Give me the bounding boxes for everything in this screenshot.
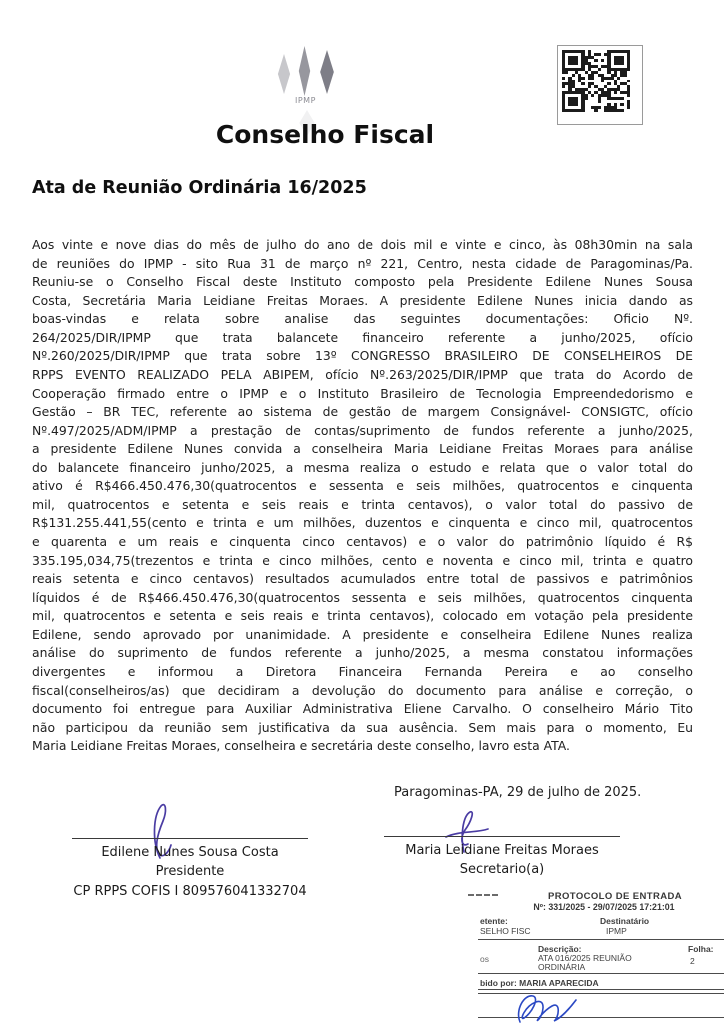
stamp-bottom-rule — [478, 1017, 724, 1018]
place-date-line: Paragominas-PA, 29 de julho de 2025. — [394, 785, 642, 800]
stamp-double-rule — [478, 989, 724, 994]
body-line: 335.195,034,75(trezentos e trinta e cinco milhões, cento e noventa e cinco mil, trinta e quatro — [32, 552, 693, 568]
president-role: Presidente — [155, 864, 225, 879]
body-line: Maria Leidiane Freitas Moraes, conselheira e secretária deste conselho, lavro esta ATA. — [32, 738, 570, 754]
body-line: e quarenta e um reais e cinquenta cinco centavos) e o valor do patrimônio líquido é R$ — [32, 534, 693, 549]
stamp-divider — [478, 973, 724, 974]
stamp-description-value: ORDINÁRIA — [538, 962, 586, 972]
body-line: Nº.260/2025/DIR/IPMP que trata sobre 13º CONGRESSO BRASILEIRO DE CONSELHEIROS DE — [32, 348, 693, 364]
body-line: não participou da reunião sem justificativa da sua ausência. Sem mais para o momento, Eu — [32, 719, 693, 735]
body-line: mil, quatrocentos e setenta e seis reais e trinta centavos), colocado em votação pela presidente — [32, 608, 693, 624]
body-line: Cooperação firmado entre o IPMP e o Instituto Brasileiro de Tecnologia Empreendedorismo e — [32, 385, 693, 401]
body-line: ativo é R$466.450.476,30(quatrocentos e sessenta e seis milhões, quatrocentos e cinquenta — [32, 478, 693, 494]
president-registration: CP RPPS COFIS I 809576041332704 — [73, 884, 307, 899]
body-line: Nº.497/2025/ADM/IPMP a prestação de contas/suprimento de fundos referente a junho/2025, — [32, 422, 693, 438]
body-line: Edilene, sendo aprovado por unanimidade. A presidente e conselheira Edilene Nunes realiza — [32, 626, 693, 642]
signature-block-president — [60, 838, 320, 899]
logo-caption: IPMP — [295, 96, 316, 105]
logo-leaf-icon — [318, 50, 336, 94]
stamp-left-fragment: os — [480, 954, 489, 964]
president-name: Edilene Nunes Sousa Costa — [101, 845, 279, 860]
body-line: Gestão – BR TEC, referente ao sistema de gestão de margem Consignável- CONSIGTC, ofício — [32, 404, 693, 420]
body-line: Aos vinte e nove dias do mês de julho do ano de dois mil e vinte e cinco, às 08h30min na sala — [32, 237, 693, 252]
body-line: Costa, Secretária Maria Leidiane Freitas Moraes. A presidente Edilene Nunes inicia dando as — [32, 292, 693, 308]
body-line: 264/2025/DIR/IPMP que trata balancete financeiro referente a junho/2025, ofício — [32, 329, 693, 345]
body-line: RPPS EVENTO REALIZADO PELA ABIPEM, ofício Nº.263/2025/DIR/IPMP que trata do Acordo de — [32, 366, 693, 382]
signature-line — [72, 838, 308, 839]
signature-block-secretary — [372, 836, 632, 877]
logo-leaf-icon — [297, 46, 312, 96]
body-line: análise do suprimento de fundos referente a junho/2025, a mesma constatou informações — [32, 645, 693, 661]
secretary-name: Maria Leidiane Freitas Moraes — [405, 843, 599, 858]
logo-leaf-icon — [276, 54, 292, 94]
qr-code — [557, 45, 643, 125]
stamp-divider — [478, 939, 724, 940]
page-title: Conselho Fiscal — [215, 120, 435, 149]
body-line: documento foi entregue para Auxiliar Administrativa Eliene Carvalho. O conselheiro Mário Tito — [32, 701, 693, 717]
body-line: reais setenta e cinco centavos) resultados acumulados entre total de passivos e patrimônios — [32, 571, 693, 587]
protocol-stamp — [478, 888, 724, 1024]
stamp-sender-label: etente: — [480, 916, 508, 926]
stamp-recipient-label: Destinatário — [600, 916, 650, 926]
stamp-title: PROTOCOLO DE ENTRADA — [548, 891, 682, 902]
signature-line — [384, 836, 620, 837]
secretary-role: Secretario(a) — [459, 862, 545, 877]
body-line: fiscal(conselheiros/as) que decidiram a devolução do documento para análise e correção, o — [32, 682, 693, 698]
stamp-recipient-value: IPMP — [606, 926, 627, 936]
document-heading: Ata de Reunião Ordinária 16/2025 — [32, 178, 367, 198]
stamp-sheet-value: 2 — [690, 956, 695, 966]
stamp-received-line: bido por: MARIA APARECIDA — [480, 978, 599, 988]
stamp-number-line: Nº: 331/2025 - 29/07/2025 17:21:01 — [533, 902, 675, 912]
stamp-sender-value: SELHO FISC — [480, 926, 531, 936]
qr-code-modules — [562, 50, 630, 112]
ipmp-logo-icon — [272, 44, 342, 120]
stamp-description-value: ATA 016/2025 REUNIÃO — [538, 953, 632, 963]
body-line: do balancete financeiro junho/2025, a mesma realiza o estudo e relata que o valor total do — [32, 459, 693, 475]
body-line: R$131.255.441,55(cento e trinta e um milhões, duzentos e cinquenta e cinco mil, quatrocentos — [32, 515, 693, 531]
body-line: líquidos é de R$466.450.476,30(quatrocentos sessenta e seis milhões, quatrocentos cinquenta — [32, 589, 693, 605]
body-line: Reuniu-se o Conselho Fiscal deste Instituto composto pela Presidente Edilene Nunes Sousa — [32, 274, 693, 290]
body-line: divergentes e informou a Diretora Financeira Fernanda Pereira e ao conselho — [32, 663, 693, 679]
body-line: boas-vindas e relata sobre analise das seguintes documentações: Oficio Nº. — [32, 311, 693, 327]
stamp-description-label: Descrição: — [538, 944, 582, 954]
body-paragraph — [32, 236, 693, 756]
stamp-sheet-label: Folha: — [688, 944, 714, 954]
body-line: de reuniões do IPMP - sito Rua 31 de março nº 221, Centro, nesta cidade de Paragominas/Pa. — [32, 255, 693, 271]
body-line: a presidente Edilene Nunes convida a conselheira Maria Leidiane Freitas Moraes para análise — [32, 441, 693, 457]
body-line: mil, quatrocentos e setenta e seis reais e trinta centavos), o valor total do passivo de — [32, 496, 693, 512]
